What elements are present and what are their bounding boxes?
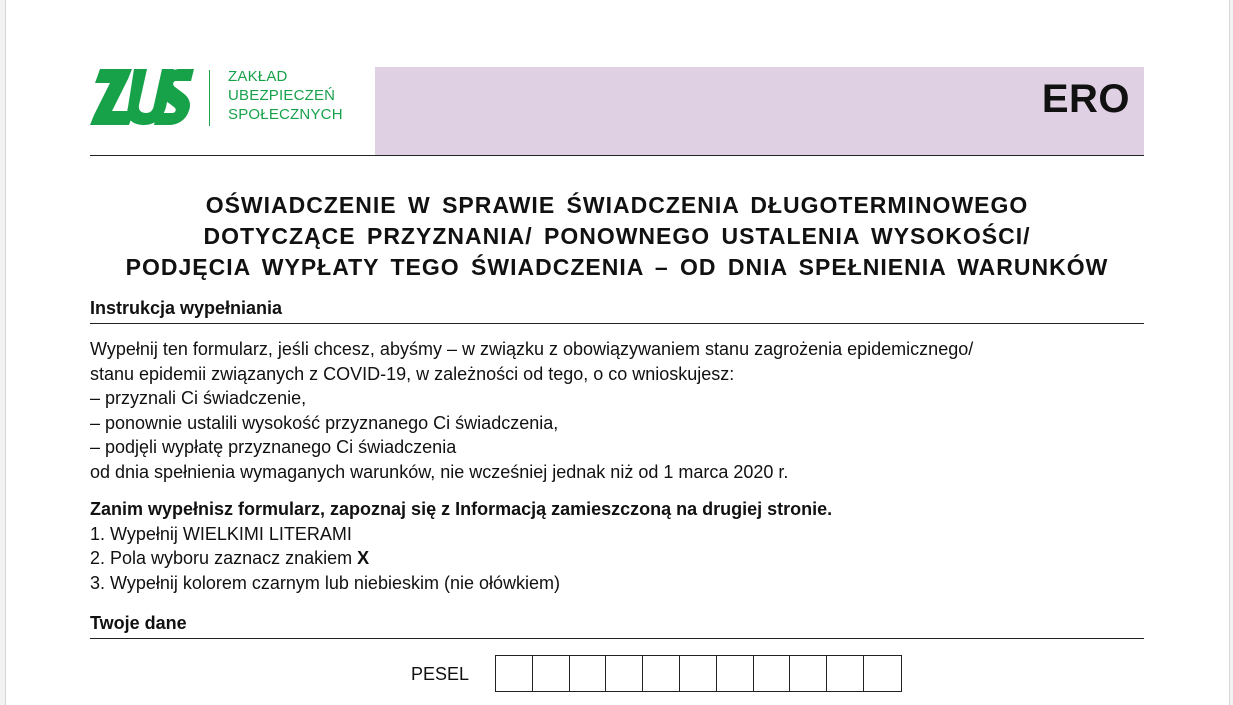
pesel-input[interactable]: [495, 655, 902, 692]
instructions-line: – ponownie ustalili wysokość przyznanego Ci świadczenia,: [90, 412, 559, 433]
header-divider: [90, 155, 1144, 156]
form-code-band: [375, 67, 1144, 155]
instructions-line: stanu epidemii związanych z COVID-19, w zależności od tego, o co wnioskujesz:: [90, 363, 735, 384]
pesel-digit-box[interactable]: [570, 656, 607, 691]
step-item: 3. Wypełnij kolorem czarnym lub niebieskim (nie ołówkiem): [90, 572, 560, 593]
pesel-digit-box[interactable]: [643, 656, 680, 691]
logo-line: SPOŁECZNYCH: [228, 106, 343, 123]
zus-logo-icon: [90, 67, 194, 129]
mark-symbol: X: [357, 548, 370, 568]
step-text: 2. Pola wyboru zaznacz znakiem: [90, 548, 353, 568]
form-header: [90, 67, 1144, 155]
instructions-line: – przyznali Ci świadczenie,: [90, 388, 307, 408]
instructions-line: Wypełnij ten formularz, jeśli chcesz, abyśmy – w związku z obowiązywaniem stanu zagrożenia epidemicznego/: [90, 339, 974, 359]
instructions-notice: Zanim wypełnisz formularz, zapoznaj się z Informacją zamieszczoną na drugiej stronie.: [90, 499, 833, 519]
instructions-divider: [90, 323, 1144, 324]
pesel-digit-box[interactable]: [790, 656, 827, 691]
pesel-digit-box[interactable]: [754, 656, 791, 691]
pesel-digit-box[interactable]: [680, 656, 717, 691]
step-item: [90, 546, 1150, 571]
pesel-digit-box[interactable]: [864, 656, 901, 691]
instructions-heading: Instrukcja wypełniania: [90, 298, 283, 318]
pesel-digit-box[interactable]: [606, 656, 643, 691]
zus-logo: [90, 67, 360, 129]
pesel-digit-box[interactable]: [717, 656, 754, 691]
logo-line: UBEZPIECZEŃ: [228, 87, 336, 104]
step-item: 1. Wypełnij WIELKIMI LITERAMI: [90, 523, 352, 544]
form-title: [90, 190, 1144, 283]
pesel-digit-box[interactable]: [533, 656, 570, 691]
your-data-divider: [90, 638, 1144, 639]
logo-separator: [209, 70, 210, 126]
pesel-digit-box[interactable]: [827, 656, 864, 691]
form-title-line: DOTYCZĄCE PRZYZNANIA/ PONOWNEGO USTALENIA WYSOKOŚCI/: [203, 223, 1031, 249]
instructions-line: – podjęli wypłatę przyznanego Ci świadczenia: [90, 437, 457, 457]
instructions-paragraph: [90, 337, 1150, 484]
logo-wordmark: [228, 67, 343, 124]
instructions-steps: [90, 497, 1150, 595]
form-code: ERO: [1041, 77, 1130, 121]
logo-line: ZAKŁAD: [228, 68, 288, 85]
your-data-heading: Twoje dane: [90, 613, 187, 633]
pesel-label: PESEL: [411, 664, 470, 684]
pesel-digit-box[interactable]: [496, 656, 533, 691]
instructions-line: od dnia spełnienia wymaganych warunków, nie wcześniej jednak niż od 1 marca 2020 r.: [90, 461, 789, 482]
form-title-line: PODJĘCIA WYPŁATY TEGO ŚWIADCZENIA – OD DNIA SPEŁNIENIA WARUNKÓW: [125, 254, 1109, 280]
form-title-line: OŚWIADCZENIE W SPRAWIE ŚWIADCZENIA DŁUGOTERMINOWEGO: [205, 192, 1029, 218]
